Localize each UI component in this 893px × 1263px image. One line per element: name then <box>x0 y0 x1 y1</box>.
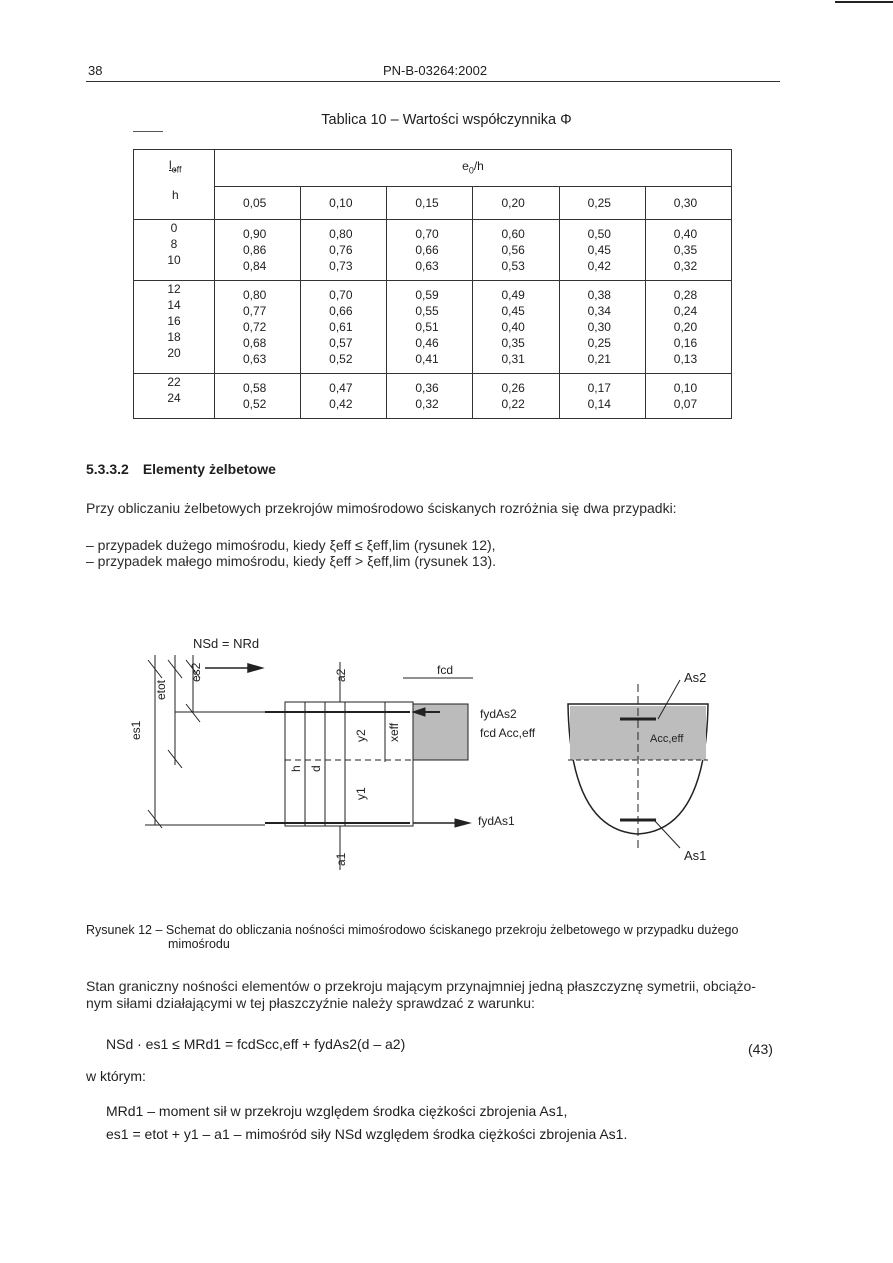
label-d: d <box>309 765 323 772</box>
table-cell: 0,90 0,86 0,84 <box>215 220 301 281</box>
table-cell: 0,80 0,77 0,72 0,68 0,63 <box>215 281 301 374</box>
row-header-h: h <box>172 188 179 202</box>
label-h: h <box>289 765 303 772</box>
case-large-eccentricity: – przypadek dużego mimośrodu, kiedy ξeff ≤ ξeff,lim (rysunek 12), <box>86 537 496 553</box>
row-keys: 0 8 10 <box>134 220 215 281</box>
definition-mrd1: MRd1 – moment sił w przekroju względem środka ciężkości zbrojenia As1, <box>106 1103 568 1119</box>
label-y2: y2 <box>354 729 368 742</box>
label-etot: etot <box>154 679 168 700</box>
page-number: 38 <box>88 63 103 78</box>
figure-caption: Rysunek 12 – Schemat do obliczania nośności mimośrodowo ściskanego przekroju żelbetowego w przypadku dużego <box>86 923 739 937</box>
row-header-cell <box>134 150 215 220</box>
column-header: 0,25 <box>559 187 645 220</box>
table-title: Tablica 10 – Wartości współczynnika Φ <box>321 112 572 128</box>
table-cell: 0,80 0,76 0,73 <box>301 220 387 281</box>
where-label: w którym: <box>86 1068 146 1084</box>
label-es1: es1 <box>129 720 143 740</box>
label-acc-eff: Acc,eff <box>650 733 684 745</box>
statement-line-1: Stan graniczny nośności elementów o przekroju mającym przynajmniej jedną płaszczyznę symetrii, obciążo- <box>86 978 756 994</box>
table-cell: 0,60 0,56 0,53 <box>473 220 559 281</box>
label-a2: a2 <box>334 668 348 682</box>
label-fcd: fcd <box>437 663 454 677</box>
table-cell: 0,47 0,42 <box>301 374 387 419</box>
equation-number: (43) <box>748 1041 773 1057</box>
table-cell: 0,38 0,34 0,30 0,25 0,21 <box>559 281 645 374</box>
label-as1: As1 <box>684 848 707 863</box>
row-header-leff: $l_{eff}$ <box>169 158 182 175</box>
table-cell: 0,59 0,55 0,51 0,46 0,41 <box>387 281 473 374</box>
section-heading: 5.3.3.2 Elementy żelbetowe <box>86 461 276 477</box>
column-header: 0,30 <box>645 187 731 220</box>
table-cell: 0,70 0,66 0,63 <box>387 220 473 281</box>
table-title-underline <box>133 131 163 132</box>
column-header: 0,15 <box>387 187 473 220</box>
table-cell: 0,36 0,32 <box>387 374 473 419</box>
table-cell: 0,17 0,14 <box>559 374 645 419</box>
table-cell: 0,40 0,35 0,32 <box>645 220 731 281</box>
header-rule <box>86 81 780 82</box>
table-cell: 0,26 0,22 <box>473 374 559 419</box>
statement-line-2: nym siłami działającymi w tej płaszczyźnie należy sprawdzać z warunku: <box>86 995 535 1011</box>
table-cell: 0,58 0,52 <box>215 374 301 419</box>
force-arrow <box>205 664 262 672</box>
section-intro: Przy obliczaniu żelbetowych przekrojów mimośrodowo ściskanych rozróżnia się dwa przypadki: <box>86 500 677 516</box>
column-header: 0,05 <box>215 187 301 220</box>
row-keys: 22 24 <box>134 374 215 419</box>
edge-mark <box>835 1 893 3</box>
beam-element <box>265 662 413 870</box>
table-cell: 0,10 0,07 <box>645 374 731 419</box>
figure-12-diagram <box>0 620 893 910</box>
table-cell: 0,28 0,24 0,20 0,16 0,13 <box>645 281 731 374</box>
label-nsd-nrd: NSd = NRd <box>193 636 260 651</box>
case-small-eccentricity: – przypadek małego mimośrodu, kiedy ξeff > ξeff,lim (rysunek 13). <box>86 553 497 569</box>
coefficient-table <box>133 149 732 419</box>
label-fyd-as1: fydAs1 <box>478 814 515 828</box>
equation-43: NSd · es1 ≤ MRd1 = fcdScc,eff + fydAs2(d – a2) <box>106 1036 406 1052</box>
label-y1: y1 <box>354 787 368 800</box>
table-cell: 0,49 0,45 0,40 0,35 0,31 <box>473 281 559 374</box>
row-keys: 12 14 16 18 20 <box>134 281 215 374</box>
table-row-group-3 <box>134 374 732 419</box>
cross-section <box>568 680 708 852</box>
figure-caption-cont: mimośrodu <box>168 937 230 951</box>
definition-es1: es1 = etot + y1 – a1 – mimośród siły NSd względem środka ciężkości zbrojenia As1. <box>106 1126 628 1142</box>
label-as2: As2 <box>684 670 707 685</box>
label-fyd-as2: fydAs2 <box>480 707 517 721</box>
label-es2: es2 <box>189 662 203 682</box>
label-fcd-acc: fcd Acc,eff <box>480 726 536 740</box>
label-a1: a1 <box>334 852 348 866</box>
table-row-group-1 <box>134 220 732 281</box>
column-header: 0,20 <box>473 187 559 220</box>
column-header: 0,10 <box>301 187 387 220</box>
table-cell: 0,70 0,66 0,61 0,57 0,52 <box>301 281 387 374</box>
table-row-group-2 <box>134 281 732 374</box>
table-cell: 0,50 0,45 0,42 <box>559 220 645 281</box>
column-group-header: $e_0/h$ <box>215 150 732 187</box>
standard-code: PN-B-03264:2002 <box>383 63 488 78</box>
label-xeff: xeff <box>387 722 401 742</box>
